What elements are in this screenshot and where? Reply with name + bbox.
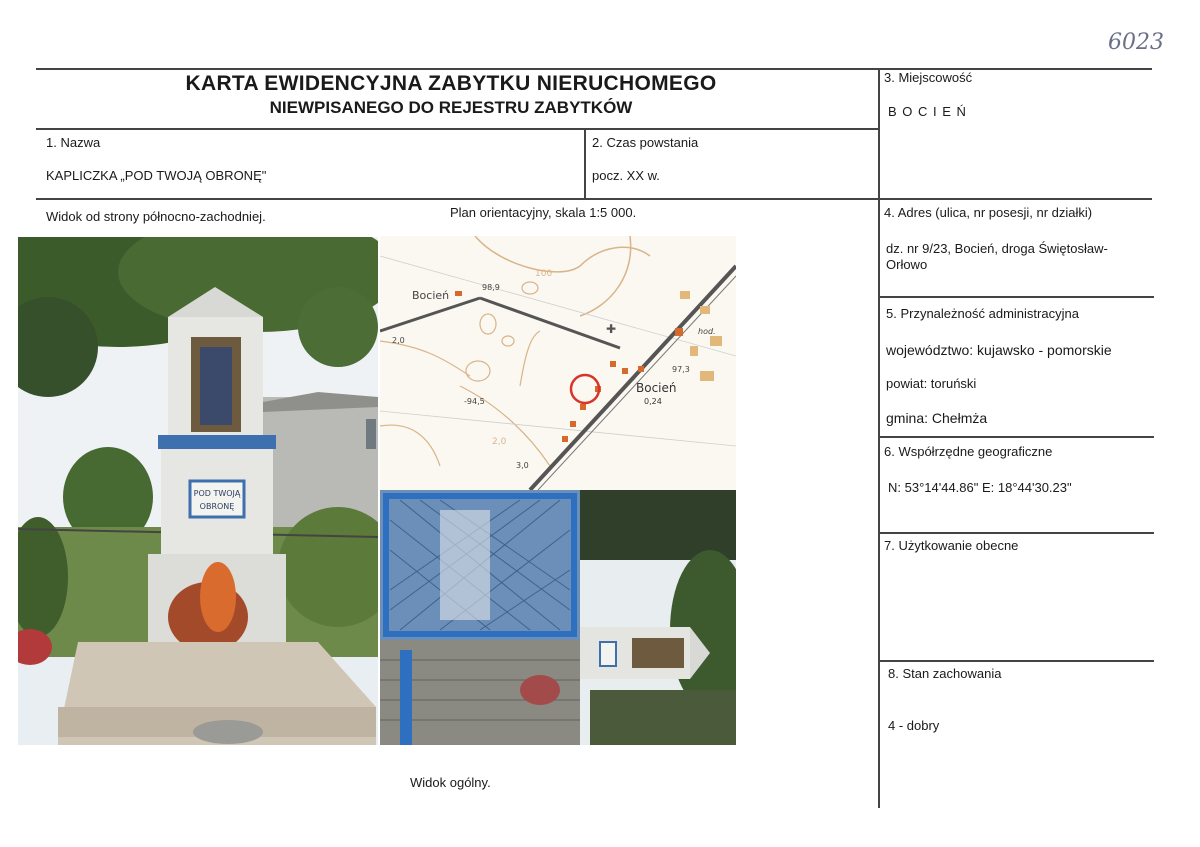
admin-label: 5. Przynależność administracyjna <box>886 306 1079 321</box>
plaque-line2: OBRONĘ <box>199 502 235 511</box>
wojewodztwo-value: województwo: kujawsko - pomorskie <box>886 342 1112 358</box>
map-label: -94,5 <box>464 397 485 406</box>
map-label: hod. <box>698 327 716 336</box>
gmina-value: gmina: Chełmża <box>886 410 988 426</box>
title-divider-line <box>36 128 878 130</box>
general-view-photo <box>380 490 736 745</box>
photo-view-caption: Widok od strony północno-zachodniej. <box>46 209 266 224</box>
general-view-caption: Widok ogólny. <box>410 775 491 790</box>
map-label: 3,0 <box>516 461 529 470</box>
shrine-photo <box>18 237 378 745</box>
plaque-line1: POD TWOJĄ <box>193 489 241 498</box>
czas-label: 2. Czas powstania <box>592 135 699 150</box>
svg-text:✚: ✚ <box>606 322 617 336</box>
powiat-value: powiat: toruński <box>886 376 977 391</box>
wsp-label: 6. Współrzędne geograficzne <box>884 444 1053 459</box>
adres-value-line1: dz. nr 9/23, Bocień, droga Świętosław- <box>886 241 1108 256</box>
card-number-handwritten: 6023 <box>1108 30 1164 55</box>
miejscowosc-value: B O C I E Ń <box>888 104 967 119</box>
map-caption: Plan orientacyjny, skala 1:5 000. <box>450 205 637 220</box>
miejscowosc-label: 3. Miejscowość <box>884 70 973 85</box>
adres-label: 4. Adres (ulica, nr posesji, nr działki) <box>884 205 1093 220</box>
document-title-line1: KARTA EWIDENCYJNA ZABYTKU NIERUCHOMEGO <box>185 72 717 95</box>
uzytkowanie-label: 7. Użytkowanie obecne <box>884 538 1019 553</box>
map-label: 100 <box>535 269 553 279</box>
name-time-divider <box>584 128 586 200</box>
use-divider <box>878 660 1154 662</box>
document-title-line2: NIEWPISANEGO DO REJESTRU ZABYTKÓW <box>269 98 633 117</box>
map-label: 97,3 <box>672 365 690 374</box>
map-label: 98,9 <box>482 283 500 292</box>
map-label: 2,0 <box>392 336 405 345</box>
admin-divider <box>878 436 1154 438</box>
map-label: 0,24 <box>644 397 662 406</box>
adres-divider <box>878 296 1154 298</box>
map-label: 2,0 <box>492 437 507 447</box>
stan-label: 8. Stan zachowania <box>888 666 1002 681</box>
adres-value-line2: Orłowo <box>886 257 928 272</box>
frame-top-line <box>36 68 1152 70</box>
coords-divider <box>878 532 1154 534</box>
name-row-divider-line <box>36 198 1152 200</box>
czas-value: pocz. XX w. <box>592 168 660 183</box>
nazwa-value: KAPLICZKA „POD TWOJĄ OBRONĘ" <box>46 168 267 183</box>
right-column-divider <box>878 68 880 808</box>
map-label: Bocień <box>412 289 450 302</box>
stan-value: 4 - dobry <box>888 718 940 733</box>
orientation-map <box>380 236 736 490</box>
wsp-value: N: 53°14'44.86" E: 18°44'30.23" <box>888 480 1072 495</box>
nazwa-label: 1. Nazwa <box>46 135 101 150</box>
map-label: Bocień <box>636 381 677 395</box>
